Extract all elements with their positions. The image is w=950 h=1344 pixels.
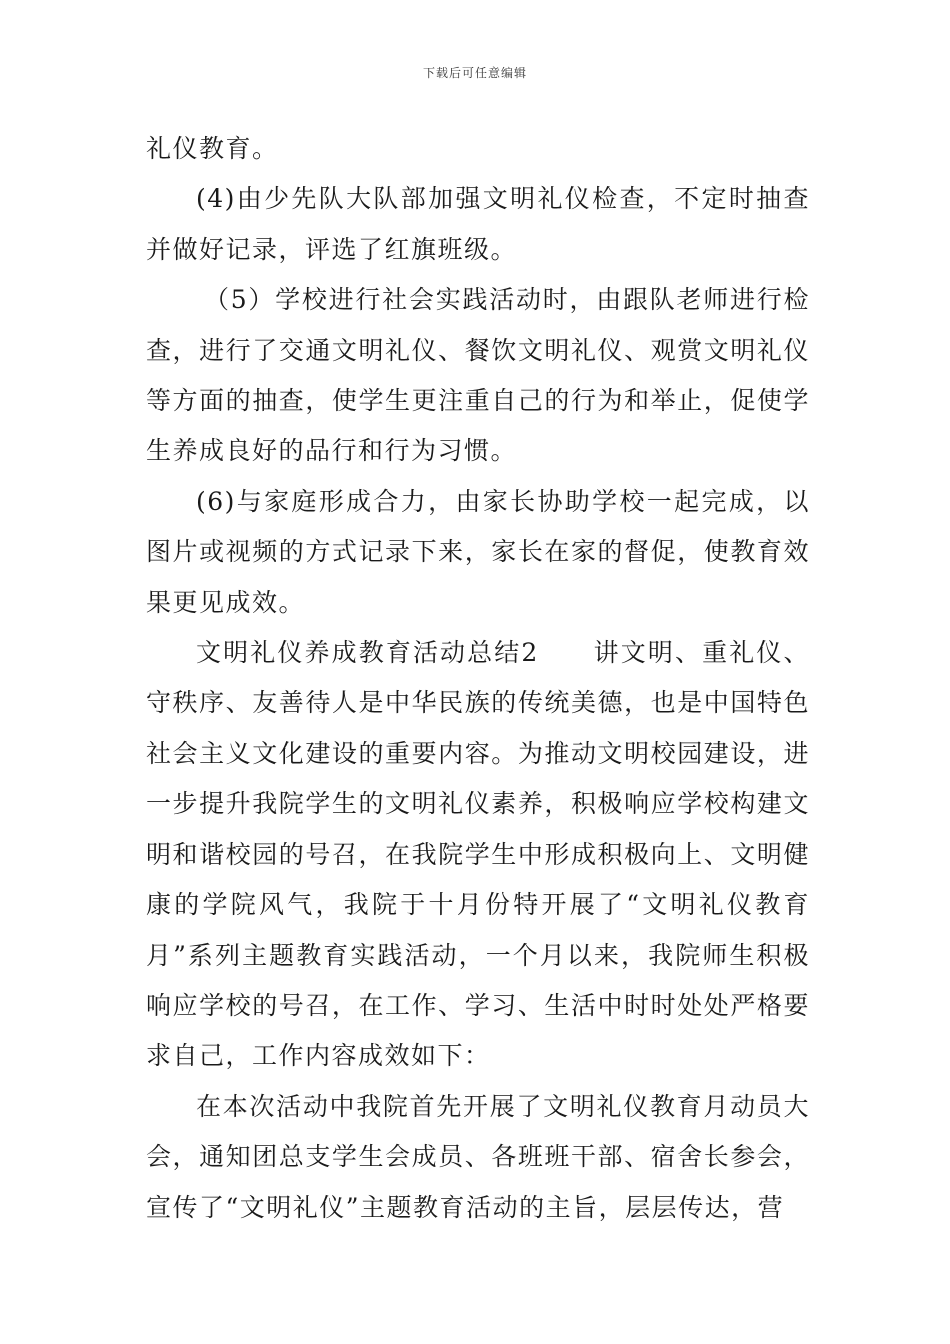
paragraph-continuation: 礼仪教育。 (146, 134, 279, 163)
paragraph-item-6: (6)与家庭形成合力，由家长协助学校一起完成，以图片或视频的方式记录下来，家长在家的督促，使教育效果更见成效。 (146, 486, 810, 617)
page-header-note: 下载后可任意编辑 (422, 66, 527, 80)
paragraph-summary-2: 文明礼仪养成教育活动总结2 讲文明、重礼仪、守秩序、友善待人是中华民族的传统美德，也是中国特色社会主义文化建设的重要内容。为推动文明校园建设，进一步提升我院学生的文明礼仪素养，积极响应学校构建文明和谐校园的号召，在我院学生中形成积极向上、文明健康的学院风气，我院于十月份特开展了“文明礼仪教育月”系列主题教育实践活动，一个月以来，我院师生积极响应学校的号召，在工作、学习、生活中时时处处严格要求自己，工作内容成效如下： (146, 638, 810, 1071)
paragraph-item-4: (4)由少先队大队部加强文明礼仪检查，不定时抽查并做好记录，评选了红旗班级。 (146, 184, 810, 264)
document-body (146, 124, 810, 1233)
paragraph-activity: 在本次活动中我院首先开展了文明礼仪教育月动员大会，通知团总支学生会成员、各班班干部、宿舍长参会，宣传了“文明礼仪”主题教育活动的主旨，层层传达，营 (146, 1091, 810, 1222)
paragraph-item-5: （5）学校进行社会实践活动时，由跟队老师进行检查，进行了交通文明礼仪、餐饮文明礼仪、观赏文明礼仪等方面的抽查，使学生更注重自己的行为和举止，促使学生养成良好的品行和行为习惯。 (146, 285, 810, 466)
